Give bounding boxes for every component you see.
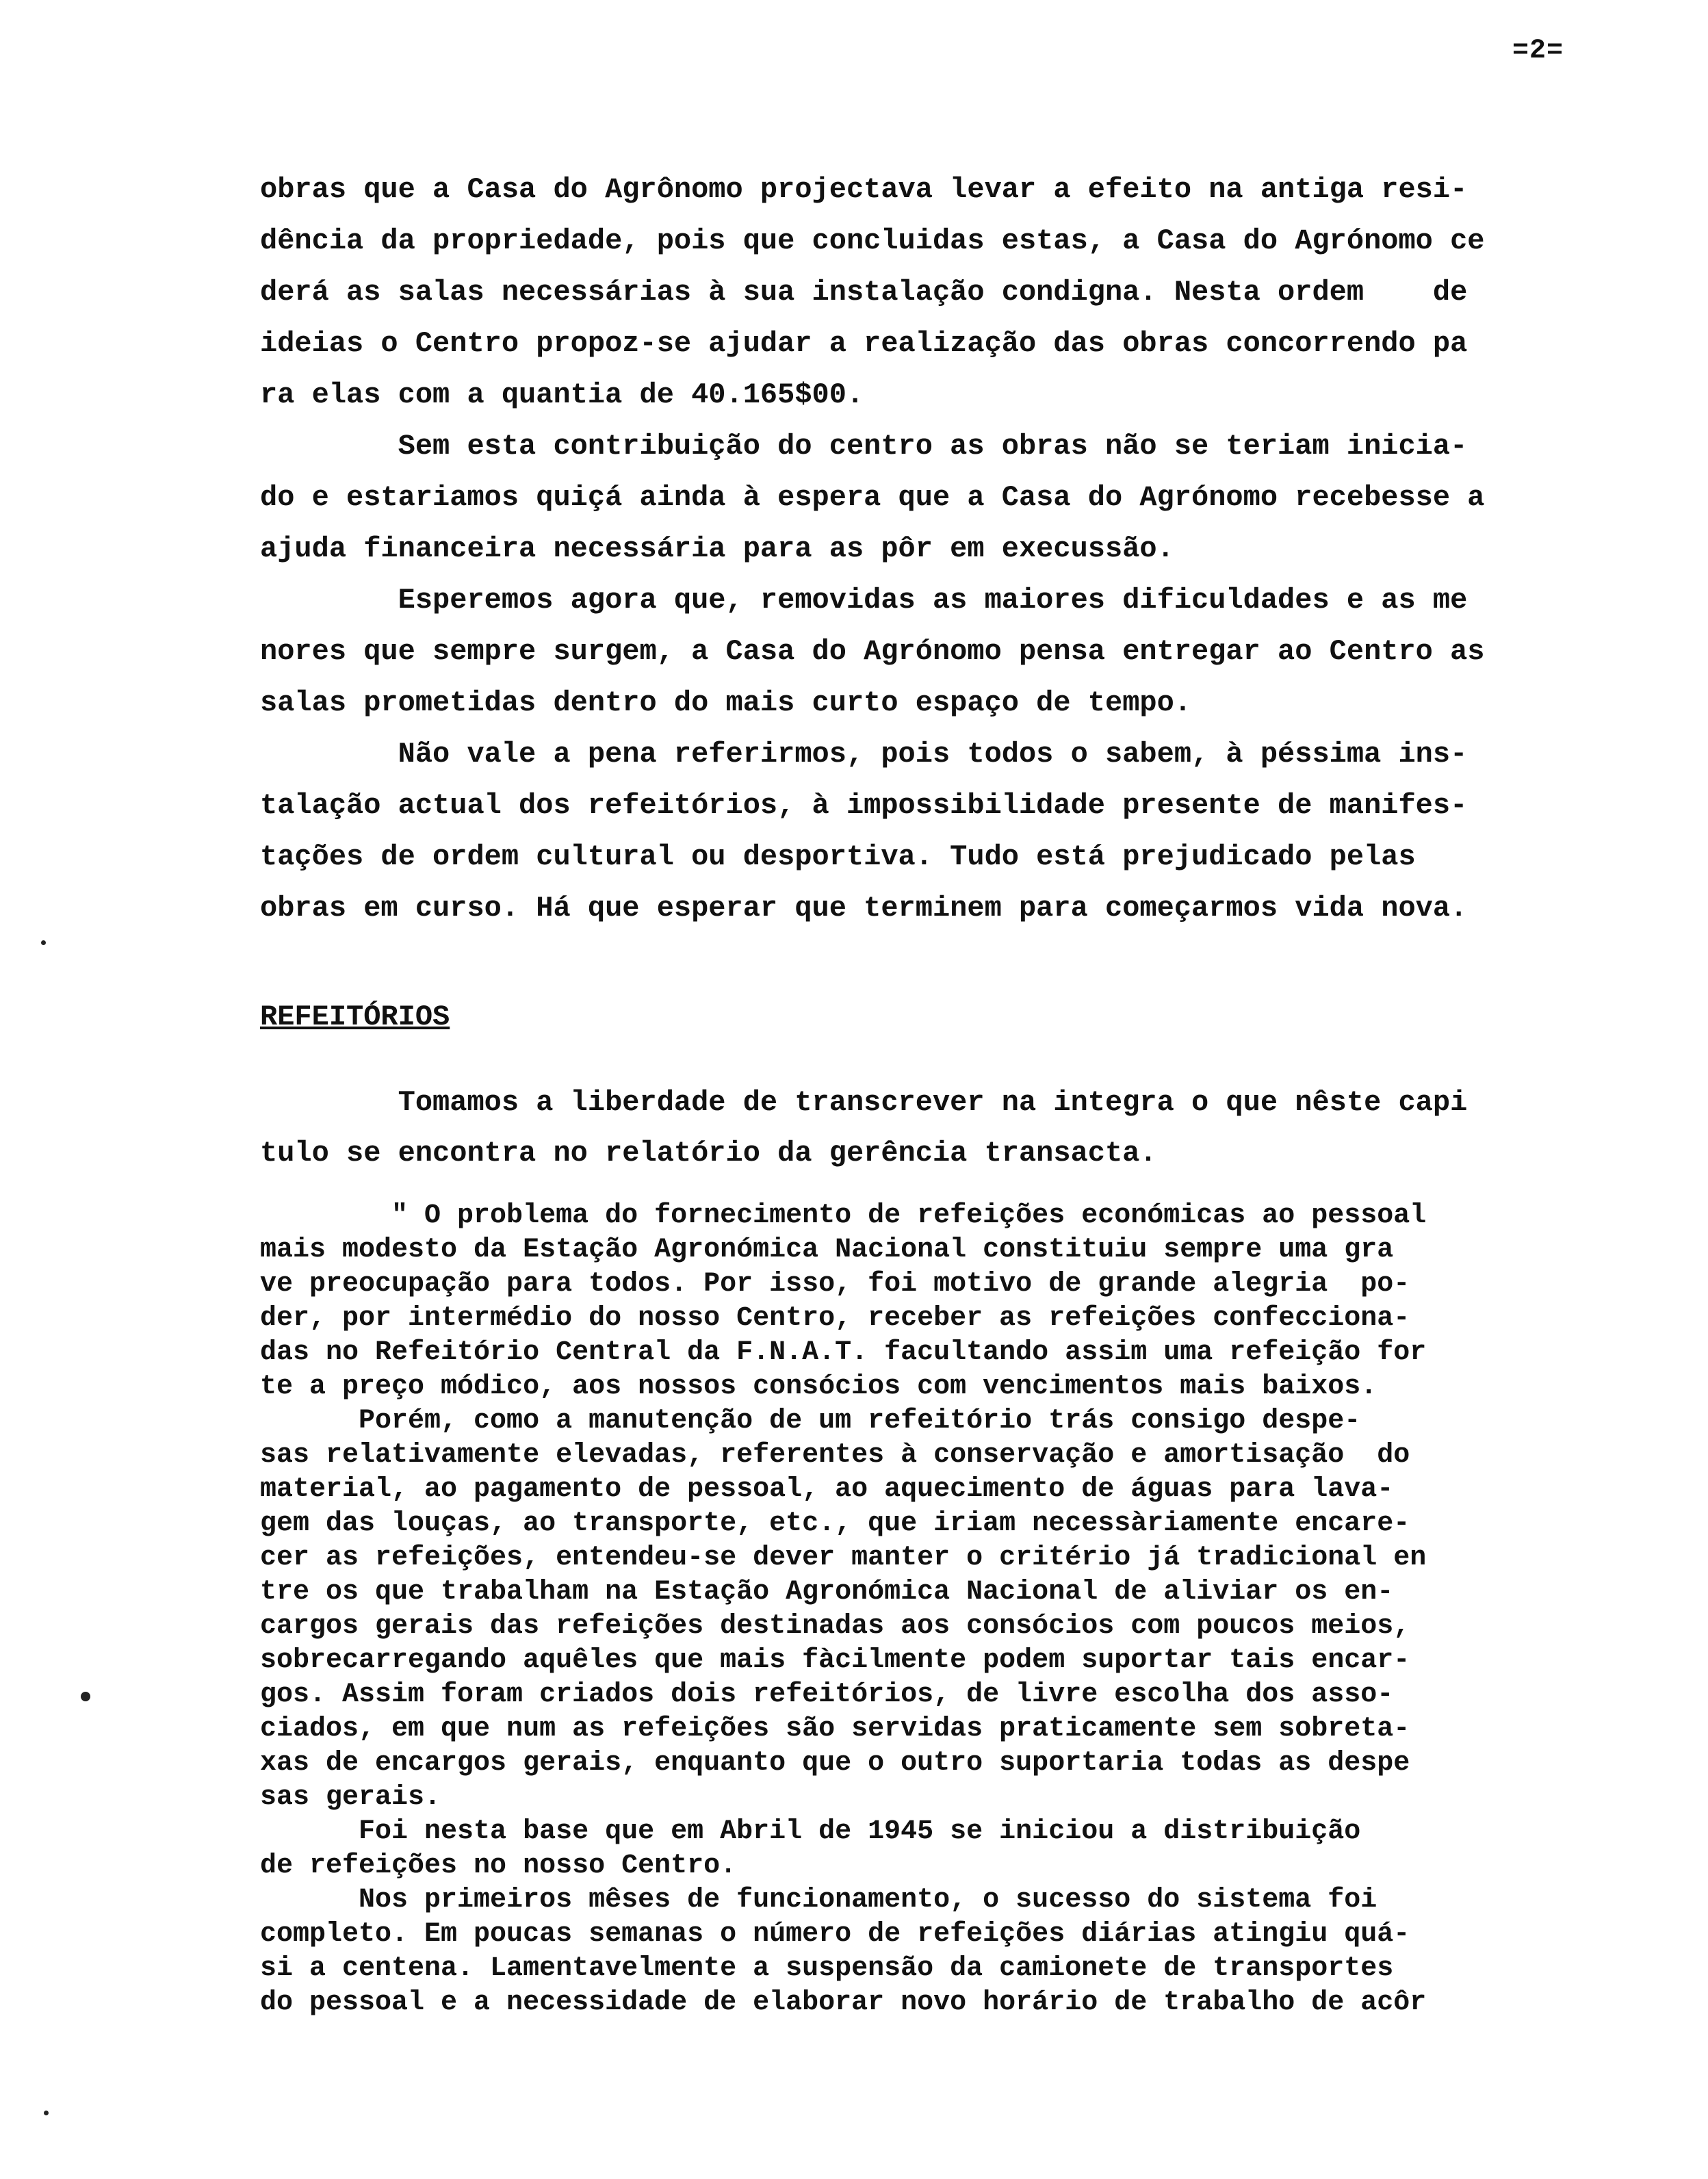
intro-paragraphs (260, 164, 1594, 934)
text-line: ve preocupação para todos. Por isso, foi motivo de grande alegria po- (260, 1269, 1410, 1300)
text-line: der, por intermédio do nosso Centro, receber as refeições confecciona- (260, 1303, 1410, 1334)
text-line: dência da propriedade, pois que concluidas estas, a Casa do Agrónomo ce (260, 224, 1485, 257)
text-line: Porém, como a manutenção de um refeitório trás consigo despe- (260, 1406, 1361, 1436)
text-line: obras em curso. Há que esperar que terminem para começarmos vida nova. (260, 892, 1468, 925)
text-line: tações de ordem cultural ou desportiva. Tudo está prejudicado pelas (260, 840, 1416, 873)
text-line: Foi nesta base que em Abril de 1945 se iniciou a distribuição (260, 1816, 1361, 1847)
text-line: completo. Em poucas semanas o número de refeições diárias atingiu quá- (260, 1919, 1410, 1950)
text-line: si a centena. Lamentavelmente a suspensão da camionete de transportes (260, 1953, 1394, 1984)
margin-speck (44, 2111, 49, 2115)
text-line: derá as salas necessárias à sua instalação condigna. Nesta ordem de (260, 276, 1468, 309)
text-line: talação actual dos refeitórios, à impossibilidade presente de manifes- (260, 789, 1468, 822)
margin-speck (81, 1692, 90, 1701)
text-line: cargos gerais das refeições destinadas aos consócios com poucos meios, (260, 1611, 1410, 1642)
text-line: Sem esta contribuição do centro as obras não se teriam inicia- (260, 430, 1468, 463)
text-line: de refeições no nosso Centro. (260, 1851, 737, 1881)
text-line: material, ao pagamento de pessoal, ao aquecimento de águas para lava- (260, 1474, 1394, 1505)
text-line: ra elas com a quantia de 40.165$00. (260, 378, 864, 411)
page-number: =2= (1512, 36, 1564, 66)
text-line: das no Refeitório Central da F.N.A.T. facultando assim uma refeição for (260, 1337, 1427, 1368)
text-line: obras que a Casa do Agrônomo projectava levar a efeito na antiga resi- (260, 173, 1468, 206)
transcribe-paragraph (260, 1077, 1594, 1178)
text-line: tulo se encontra no relatório da gerência transacta. (260, 1137, 1157, 1170)
text-line: ajuda financeira necessária para as pôr em execussão. (260, 532, 1174, 565)
text-line: cer as refeições, entendeu-se dever manter o critério já tradicional en (260, 1543, 1427, 1573)
text-line: ciados, em que num as refeições são servidas praticamente sem sobreta- (260, 1714, 1410, 1744)
text-line: Não vale a pena referirmos, pois todos o sabem, à péssima ins- (260, 738, 1468, 771)
text-line: salas prometidas dentro do mais curto espaço de tempo. (260, 686, 1192, 719)
text-line: ideias o Centro propoz-se ajudar a realização das obras concorrendo pa (260, 327, 1468, 360)
text-line: gos. Assim foram criados dois refeitórios, de livre escolha dos asso- (260, 1679, 1394, 1710)
text-line: gem das louças, ao transporte, etc., que iriam necessàriamente encare- (260, 1508, 1410, 1539)
text-line: " O problema do fornecimento de refeições económicas ao pessoal (260, 1200, 1427, 1231)
text-line: mais modesto da Estação Agronómica Nacional constituiu sempre uma gra (260, 1235, 1394, 1265)
text-line: Tomamos a liberdade de transcrever na integra o que nêste capi (260, 1086, 1468, 1119)
text-line: Nos primeiros mêses de funcionamento, o sucesso do sistema foi (260, 1885, 1377, 1916)
text-line: do pessoal e a necessidade de elaborar novo horário de trabalho de acôr (260, 1987, 1427, 2018)
margin-speck (41, 940, 46, 945)
text-line: te a preço módico, aos nossos consócios com vencimentos mais baixos. (260, 1371, 1377, 1402)
text-line: tre os que trabalham na Estação Agronómica Nacional de aliviar os en- (260, 1577, 1394, 1608)
text-line: sobrecarregando aquêles que mais fàcilmente podem suportar tais encar- (260, 1645, 1410, 1676)
text-line: nores que sempre surgem, a Casa do Agrónomo pensa entregar ao Centro as (260, 635, 1485, 668)
text-line: sas gerais. (260, 1782, 441, 1813)
section-heading: REFEITÓRIOS (260, 1001, 450, 1033)
text-line: sas relativamente elevadas, referentes à conservação e amortisação do (260, 1440, 1410, 1471)
text-line: Esperemos agora que, removidas as maiores dificuldades e as me (260, 584, 1468, 617)
text-line: do e estariamos quiçá ainda à espera que a Casa do Agrónomo recebesse a (260, 481, 1485, 514)
text-line: xas de encargos gerais, enquanto que o outro suportaria todas as despe (260, 1748, 1410, 1779)
quoted-report (260, 1199, 1594, 2020)
